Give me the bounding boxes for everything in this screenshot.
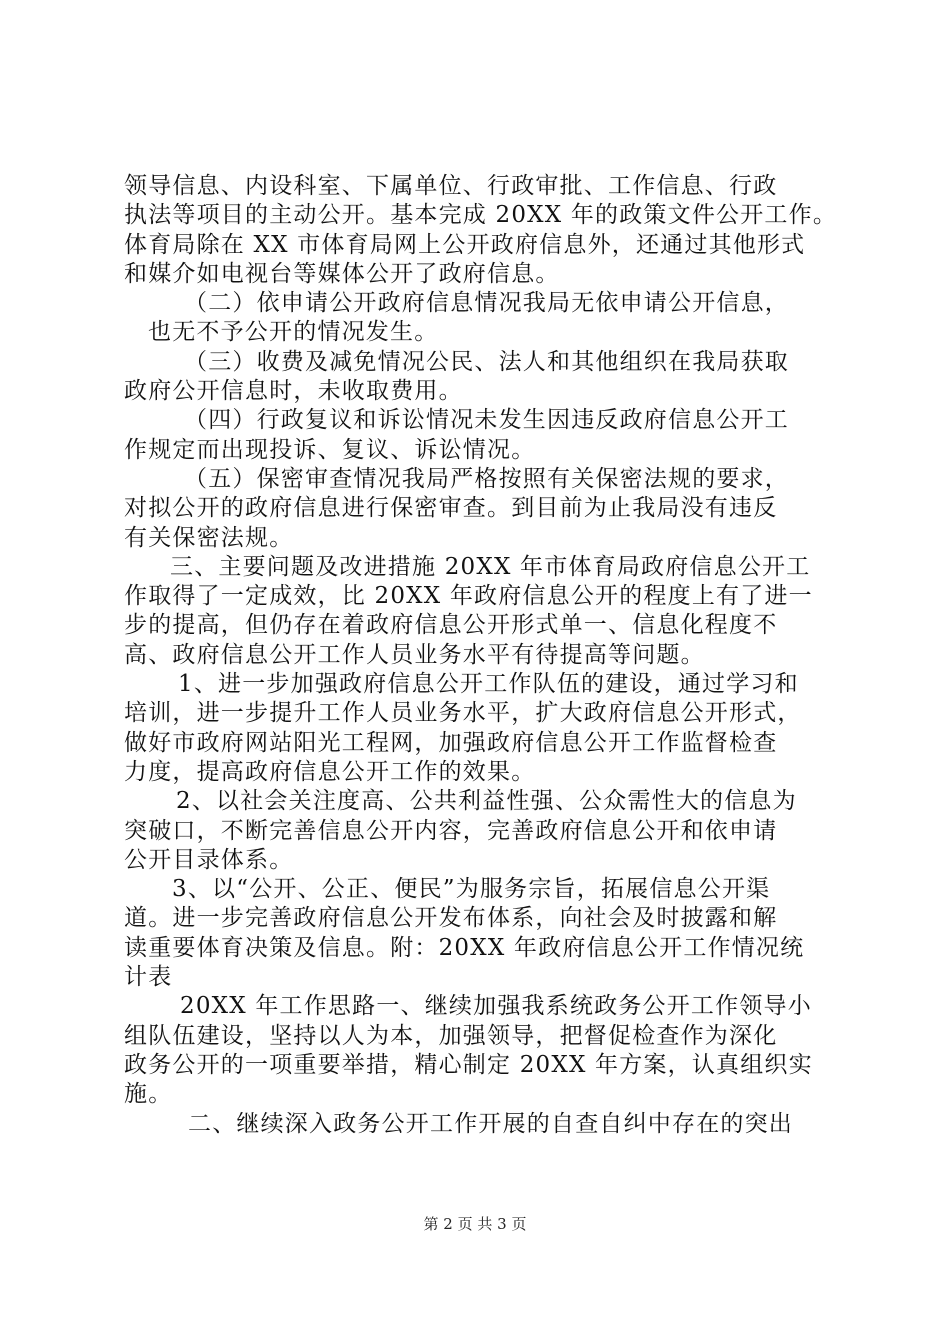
text-line: 政务公开的一项重要举措，精心制定 20XX 年方案，认真组织实 bbox=[124, 1051, 813, 1078]
text-line: 培训，进一步提升工作人员业务水平，扩大政府信息公开形式， bbox=[124, 700, 802, 727]
text-line: 执法等项目的主动公开。基本完成 20XX 年的政策文件公开工作。 bbox=[124, 202, 838, 229]
text-line: 组队伍建设，坚持以人为本，加强领导，把督促检查作为深化 bbox=[124, 1022, 778, 1049]
text-line: （五）保密审查情况我局严格按照有关保密法规的要求， bbox=[184, 465, 789, 492]
text-line: 作取得了一定成效，比 20XX 年政府信息公开的程度上有了进一 bbox=[124, 583, 813, 610]
text-line: 计表 bbox=[124, 964, 173, 991]
document-body bbox=[124, 172, 840, 1139]
text-line: 施。 bbox=[124, 1081, 173, 1108]
text-line: 作规定而出现投诉、复议、诉讼情况。 bbox=[124, 436, 536, 463]
text-line: 政府公开信息时，未收取费用。 bbox=[124, 378, 463, 405]
text-line: 力度，提高政府信息公开工作的效果。 bbox=[124, 758, 536, 785]
text-line: 1、进一步加强政府信息公开工作队伍的建设，通过学习和 bbox=[178, 671, 799, 698]
text-line: 公开目录体系。 bbox=[124, 846, 294, 873]
text-line: （二）依申请公开政府信息情况我局无依申请公开信息， bbox=[184, 290, 789, 317]
text-line: （四）行政复议和诉讼情况未发生因违反政府信息公开工 bbox=[184, 407, 789, 434]
text-line: 读重要体育决策及信息。附：20XX 年政府信息公开工作情况统 bbox=[124, 934, 805, 961]
text-line: 步的提高，但仍存在着政府信息公开形式单一、信息化程度不 bbox=[124, 612, 778, 639]
text-line: 也无不予公开的情况发生。 bbox=[148, 319, 439, 346]
text-line: 和媒介如电视台等媒体公开了政府信息。 bbox=[124, 260, 560, 287]
text-line: 有关保密法规。 bbox=[124, 524, 294, 551]
text-line: 对拟公开的政府信息进行保密审查。到目前为止我局没有违反 bbox=[124, 495, 778, 522]
text-line: 道。进一步完善政府信息公开发布体系，向社会及时披露和解 bbox=[124, 905, 778, 932]
text-line: 3、以“公开、公正、便民”为服务宗旨，拓展信息公开渠 bbox=[172, 876, 771, 903]
text-line: 体育局除在 XX 市体育局网上公开政府信息外，还通过其他形式 bbox=[124, 231, 806, 258]
text-line: 做好市政府网站阳光工程网，加强政府信息公开工作监督检查 bbox=[124, 729, 778, 756]
text-line: 高、政府信息公开工作人员业务水平有待提高等问题。 bbox=[124, 641, 705, 668]
text-line: 二、继续深入政务公开工作开展的自查自纠中存在的突出 bbox=[188, 1110, 793, 1137]
page-footer: 第 2 页 共 3 页 bbox=[423, 1215, 527, 1233]
text-line: 三、主要问题及改进措施 20XX 年市体育局政府信息公开工 bbox=[170, 553, 811, 580]
text-line: （三）收费及减免情况公民、法人和其他组织在我局获取 bbox=[184, 348, 789, 375]
text-line: 2、以社会关注度高、公共利益性强、公众需性大的信息为 bbox=[176, 788, 797, 815]
text-line: 领导信息、内设科室、下属单位、行政审批、工作信息、行政 bbox=[124, 173, 778, 199]
text-line: 突破口，不断完善信息公开内容，完善政府信息公开和依申请 bbox=[124, 817, 778, 844]
text-line: 20XX 年工作思路一、继续加强我系统政务公开工作领导小 bbox=[180, 993, 812, 1020]
